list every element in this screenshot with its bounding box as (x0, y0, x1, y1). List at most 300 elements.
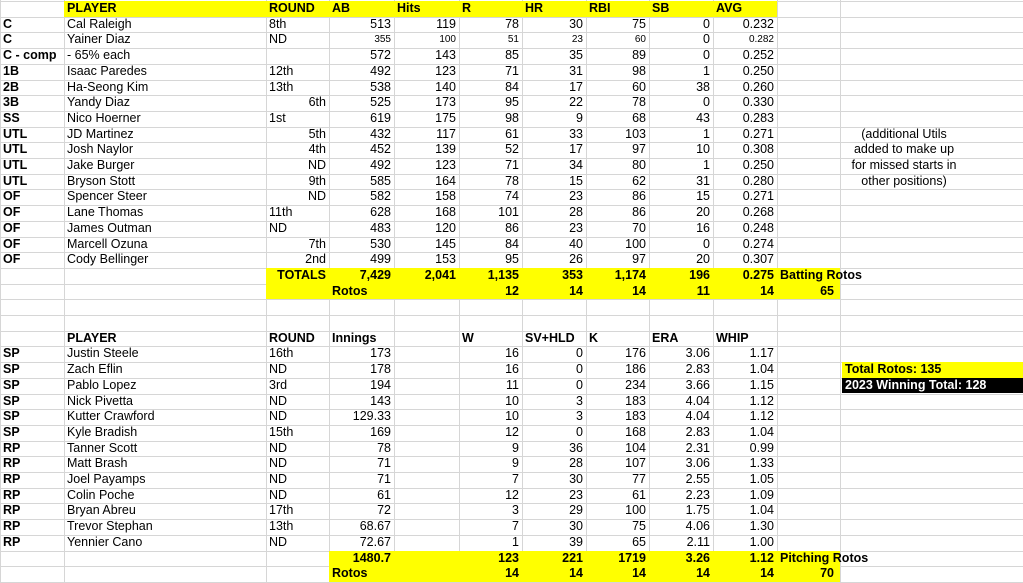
pitching-rotos-label[interactable]: Pitching Rotos (780, 550, 869, 565)
rotos-era[interactable]: 14 (696, 566, 710, 581)
wins-cell[interactable]: 12 (505, 487, 519, 502)
ab-cell[interactable]: 628 (370, 205, 391, 220)
sb-cell[interactable]: 1 (703, 63, 710, 78)
strikeouts-cell[interactable]: 77 (632, 472, 646, 486)
hits-cell[interactable]: 168 (435, 205, 456, 220)
wins-cell[interactable]: 9 (512, 440, 519, 455)
header-sb[interactable]: SB (652, 1, 670, 15)
round-cell[interactable]: ND (307, 189, 326, 204)
svhld-cell[interactable]: 0 (576, 424, 583, 439)
whip-cell[interactable]: 1.17 (749, 346, 774, 361)
avg-cell[interactable]: 0.307 (742, 252, 774, 267)
runs-cell[interactable]: 61 (505, 126, 519, 141)
ab-cell[interactable]: 585 (370, 173, 391, 188)
avg-cell[interactable]: 0.274 (742, 236, 774, 251)
svhld-cell[interactable]: 0 (576, 346, 583, 361)
sb-cell[interactable]: 0 (703, 48, 710, 63)
strikeouts-cell[interactable]: 234 (625, 377, 646, 392)
round-cell[interactable]: 17th (269, 503, 294, 518)
total-innings[interactable]: 1480.7 (352, 550, 391, 565)
avg-cell[interactable]: 0.232 (742, 16, 774, 31)
rbi-cell[interactable]: 68 (632, 110, 646, 125)
hr-cell[interactable]: 28 (569, 205, 583, 220)
sb-cell[interactable]: 0 (703, 236, 710, 251)
ab-cell[interactable]: 355 (374, 34, 391, 46)
era-cell[interactable]: 2.55 (685, 472, 710, 486)
ab-cell[interactable]: 483 (370, 220, 391, 235)
hits-cell[interactable]: 117 (436, 126, 456, 141)
whip-cell[interactable]: 1.30 (749, 519, 774, 534)
rotos-whip[interactable]: 14 (760, 566, 774, 581)
svhld-cell[interactable]: 28 (569, 456, 583, 471)
round-cell[interactable]: ND (269, 220, 288, 235)
whip-cell[interactable]: 1.04 (749, 424, 774, 439)
runs-cell[interactable]: 52 (505, 142, 519, 157)
player-name-cell[interactable]: Yainer Diaz (67, 32, 131, 47)
hits-cell[interactable]: 139 (435, 142, 456, 157)
strikeouts-cell[interactable]: 176 (625, 346, 646, 361)
position-cell[interactable]: UTL (3, 142, 28, 157)
ab-cell[interactable]: 572 (370, 48, 391, 63)
runs-cell[interactable]: 78 (505, 173, 519, 188)
wins-cell[interactable]: 11 (506, 377, 519, 392)
hits-cell[interactable]: 164 (435, 173, 456, 188)
innings-cell[interactable]: 61 (377, 487, 391, 502)
rbi-cell[interactable]: 89 (632, 48, 646, 63)
position-cell[interactable]: RP (3, 472, 21, 486)
position-cell[interactable]: SP (3, 346, 20, 361)
avg-cell[interactable]: 0.271 (742, 189, 774, 204)
rotos-svhld[interactable]: 14 (569, 566, 583, 581)
wins-cell[interactable]: 10 (505, 393, 519, 408)
round-cell[interactable]: 5th (308, 126, 326, 141)
runs-cell[interactable]: 101 (498, 205, 519, 220)
round-cell[interactable]: ND (269, 472, 288, 486)
round-cell[interactable]: 9th (308, 173, 326, 188)
rotos-avg[interactable]: 14 (760, 283, 774, 298)
pitching-rotos-total[interactable]: 70 (820, 566, 834, 581)
ab-cell[interactable]: 538 (370, 79, 391, 94)
svhld-cell[interactable]: 39 (569, 534, 583, 549)
player-name-cell[interactable]: Jake Burger (67, 158, 135, 172)
header-round[interactable]: ROUND (269, 1, 315, 15)
hits-cell[interactable]: 158 (435, 189, 456, 204)
round-cell[interactable]: ND (269, 534, 288, 549)
whip-cell[interactable]: 1.12 (749, 409, 774, 424)
era-cell[interactable]: 3.06 (685, 456, 710, 471)
sb-cell[interactable]: 20 (696, 252, 710, 267)
rotos-hr[interactable]: 14 (569, 283, 583, 298)
rotos-r[interactable]: 12 (505, 283, 519, 298)
svhld-cell[interactable]: 30 (569, 519, 583, 534)
player-name-cell[interactable]: Josh Naylor (67, 142, 133, 157)
header-whip[interactable]: WHIP (716, 330, 749, 345)
hr-cell[interactable]: 22 (569, 95, 583, 110)
runs-cell[interactable]: 98 (505, 110, 519, 125)
round-cell[interactable]: 13th (269, 79, 294, 94)
rbi-cell[interactable]: 80 (632, 158, 646, 172)
player-name-cell[interactable]: Trevor Stephan (67, 519, 153, 534)
hr-cell[interactable]: 23 (569, 220, 583, 235)
round-cell[interactable]: 6th (308, 95, 326, 110)
hits-cell[interactable]: 119 (436, 16, 456, 31)
strikeouts-cell[interactable]: 183 (625, 393, 646, 408)
hits-cell[interactable]: 140 (435, 79, 456, 94)
player-name-cell[interactable]: Zach Eflin (67, 362, 123, 377)
round-cell[interactable]: 16th (269, 346, 294, 361)
position-cell[interactable]: OF (3, 189, 21, 204)
rotos-w[interactable]: 14 (505, 566, 519, 581)
total-k[interactable]: 1719 (618, 550, 646, 565)
header-round[interactable]: ROUND (269, 330, 315, 345)
header-player[interactable]: PLAYER (67, 330, 117, 345)
ab-cell[interactable]: 452 (370, 142, 391, 157)
avg-cell[interactable]: 0.283 (742, 110, 774, 125)
svhld-cell[interactable]: 0 (576, 362, 583, 377)
position-cell[interactable]: UTL (3, 158, 28, 172)
batting-rotos-label[interactable]: Batting Rotos (780, 267, 862, 282)
header-w[interactable]: W (462, 330, 474, 345)
avg-cell[interactable]: 0.250 (742, 63, 774, 78)
player-name-cell[interactable]: Cal Raleigh (67, 16, 132, 31)
player-name-cell[interactable]: Nico Hoerner (67, 110, 141, 125)
avg-cell[interactable]: 0.250 (742, 158, 774, 172)
player-name-cell[interactable]: Spencer Steer (67, 189, 147, 204)
hr-cell[interactable]: 33 (569, 126, 583, 141)
player-name-cell[interactable]: Ha-Seong Kim (67, 79, 149, 94)
player-name-cell[interactable]: Marcell Ozuna (67, 236, 148, 251)
rbi-cell[interactable]: 70 (632, 220, 646, 235)
ab-cell[interactable]: 582 (370, 189, 391, 204)
era-cell[interactable]: 4.06 (685, 519, 710, 534)
runs-cell[interactable]: 95 (505, 95, 519, 110)
rbi-cell[interactable]: 60 (634, 34, 646, 46)
rbi-cell[interactable]: 75 (632, 16, 646, 31)
whip-cell[interactable]: 1.04 (749, 362, 774, 377)
total-rotos-cell[interactable]: Total Rotos: 135 (842, 362, 1023, 378)
header-avg[interactable]: AVG (716, 1, 743, 15)
player-name-cell[interactable]: Tanner Scott (67, 440, 138, 455)
strikeouts-cell[interactable]: 75 (632, 519, 646, 534)
round-cell[interactable]: 13th (269, 519, 294, 534)
sb-cell[interactable]: 0 (703, 16, 710, 31)
avg-cell[interactable]: 0.252 (742, 48, 774, 63)
wins-cell[interactable]: 9 (512, 456, 519, 471)
position-cell[interactable]: SP (3, 377, 20, 392)
rbi-cell[interactable]: 86 (632, 205, 646, 220)
svhld-cell[interactable]: 0 (576, 377, 583, 392)
rbi-cell[interactable]: 60 (632, 79, 646, 94)
hits-cell[interactable]: 100 (439, 34, 456, 46)
sb-cell[interactable]: 38 (696, 79, 710, 94)
round-cell[interactable]: 3rd (269, 377, 288, 392)
rbi-cell[interactable]: 78 (632, 95, 646, 110)
total-era[interactable]: 3.26 (685, 550, 710, 565)
sb-cell[interactable]: 20 (696, 205, 710, 220)
era-cell[interactable]: 1.75 (685, 503, 710, 518)
innings-cell[interactable]: 71 (377, 472, 391, 486)
era-cell[interactable]: 4.04 (685, 409, 710, 424)
sb-cell[interactable]: 0 (703, 95, 710, 110)
runs-cell[interactable]: 51 (507, 34, 519, 46)
hr-cell[interactable]: 26 (569, 252, 583, 267)
player-name-cell[interactable]: Yennier Cano (67, 534, 143, 549)
rotos-sb[interactable]: 11 (696, 283, 710, 298)
total-hits[interactable]: 2,041 (424, 267, 456, 282)
avg-cell[interactable]: 0.282 (748, 34, 774, 46)
wins-cell[interactable]: 1 (512, 534, 519, 549)
rotos-label[interactable]: Rotos (332, 283, 368, 298)
hr-cell[interactable]: 17 (569, 79, 583, 94)
total-svhld[interactable]: 221 (562, 550, 583, 565)
sb-cell[interactable]: 43 (696, 110, 710, 125)
rotos-rbi[interactable]: 14 (632, 283, 646, 298)
runs-cell[interactable]: 74 (505, 189, 519, 204)
strikeouts-cell[interactable]: 100 (625, 503, 646, 518)
ab-cell[interactable]: 530 (370, 236, 391, 251)
svhld-cell[interactable]: 36 (569, 440, 583, 455)
sb-cell[interactable]: 1 (703, 126, 710, 141)
position-cell[interactable]: 3B (3, 95, 19, 110)
avg-cell[interactable]: 0.268 (742, 205, 774, 220)
wins-cell[interactable]: 16 (505, 362, 519, 377)
innings-cell[interactable]: 72.67 (359, 534, 391, 549)
innings-cell[interactable]: 129.33 (352, 409, 391, 424)
round-cell[interactable]: 1st (269, 110, 286, 125)
round-cell[interactable]: ND (269, 362, 288, 377)
position-cell[interactable]: RP (3, 440, 21, 455)
svhld-cell[interactable]: 30 (569, 472, 583, 486)
total-whip[interactable]: 1.12 (749, 550, 774, 565)
avg-cell[interactable]: 0.248 (742, 220, 774, 235)
position-cell[interactable]: SS (3, 110, 20, 125)
round-cell[interactable]: 2nd (305, 252, 326, 267)
player-name-cell[interactable]: - 65% each (67, 48, 131, 63)
position-cell[interactable]: C - comp (3, 48, 57, 63)
round-cell[interactable]: ND (269, 440, 288, 455)
runs-cell[interactable]: 85 (505, 48, 519, 63)
era-cell[interactable]: 2.23 (685, 487, 710, 502)
wins-cell[interactable]: 16 (505, 346, 519, 361)
era-cell[interactable]: 3.66 (685, 377, 710, 392)
strikeouts-cell[interactable]: 61 (632, 487, 646, 502)
svhld-cell[interactable]: 29 (569, 503, 583, 518)
total-ab[interactable]: 7,429 (359, 267, 391, 282)
rbi-cell[interactable]: 97 (632, 252, 646, 267)
innings-cell[interactable]: 194 (370, 377, 391, 392)
total-rbi[interactable]: 1,174 (614, 267, 646, 282)
round-cell[interactable]: 15th (269, 424, 294, 439)
runs-cell[interactable]: 84 (505, 236, 519, 251)
strikeouts-cell[interactable]: 65 (632, 534, 646, 549)
player-name-cell[interactable]: Bryson Stott (67, 173, 136, 188)
avg-cell[interactable]: 0.271 (742, 126, 774, 141)
player-name-cell[interactable]: Nick Pivetta (67, 393, 133, 408)
hits-cell[interactable]: 143 (435, 48, 456, 63)
position-cell[interactable]: OF (3, 220, 21, 235)
position-cell[interactable]: RP (3, 503, 21, 518)
innings-cell[interactable]: 72 (377, 503, 391, 518)
player-name-cell[interactable]: Bryan Abreu (67, 503, 136, 518)
ab-cell[interactable]: 492 (370, 158, 391, 172)
rbi-cell[interactable]: 103 (625, 126, 646, 141)
hr-cell[interactable]: 34 (569, 158, 583, 172)
round-cell[interactable]: 4th (308, 142, 326, 157)
player-name-cell[interactable]: Joel Payamps (67, 472, 146, 486)
hr-cell[interactable]: 17 (569, 142, 583, 157)
hits-cell[interactable]: 120 (435, 220, 456, 235)
sb-cell[interactable]: 10 (696, 142, 710, 157)
strikeouts-cell[interactable]: 168 (625, 424, 646, 439)
era-cell[interactable]: 2.83 (685, 424, 710, 439)
svhld-cell[interactable]: 23 (569, 487, 583, 502)
avg-cell[interactable]: 0.260 (742, 79, 774, 94)
position-cell[interactable]: OF (3, 205, 21, 220)
header-hits[interactable]: Hits (397, 1, 421, 15)
player-name-cell[interactable]: James Outman (67, 220, 152, 235)
hits-cell[interactable]: 153 (435, 252, 456, 267)
round-cell[interactable]: 12th (269, 63, 294, 78)
ab-cell[interactable]: 432 (370, 126, 391, 141)
hr-cell[interactable]: 40 (569, 236, 583, 251)
hr-cell[interactable]: 31 (569, 63, 583, 78)
rbi-cell[interactable]: 97 (632, 142, 646, 157)
total-avg[interactable]: 0.275 (742, 267, 774, 282)
era-cell[interactable]: 4.04 (685, 393, 710, 408)
rbi-cell[interactable]: 62 (632, 173, 646, 188)
sb-cell[interactable]: 31 (696, 173, 710, 188)
runs-cell[interactable]: 84 (505, 79, 519, 94)
sb-cell[interactable]: 15 (696, 189, 710, 204)
hits-cell[interactable]: 145 (435, 236, 456, 251)
round-cell[interactable]: 7th (308, 236, 326, 251)
whip-cell[interactable]: 0.99 (749, 440, 774, 455)
player-name-cell[interactable]: Colin Poche (67, 487, 135, 502)
runs-cell[interactable]: 71 (505, 158, 519, 172)
round-cell[interactable]: ND (269, 32, 288, 47)
rbi-cell[interactable]: 100 (625, 236, 646, 251)
innings-cell[interactable]: 68.67 (359, 519, 391, 534)
round-cell[interactable]: ND (307, 158, 326, 172)
hits-cell[interactable]: 175 (435, 110, 456, 125)
position-cell[interactable]: 2B (3, 79, 19, 94)
wins-cell[interactable]: 12 (505, 424, 519, 439)
rotos-k[interactable]: 14 (632, 566, 646, 581)
player-name-cell[interactable]: JD Martinez (67, 126, 134, 141)
strikeouts-cell[interactable]: 183 (625, 409, 646, 424)
total-sb[interactable]: 196 (689, 267, 710, 282)
header-player[interactable]: PLAYER (67, 1, 117, 15)
hr-cell[interactable]: 9 (576, 110, 583, 125)
innings-cell[interactable]: 71 (377, 456, 391, 471)
header-hr[interactable]: HR (525, 1, 544, 15)
hits-cell[interactable]: 123 (435, 63, 456, 78)
header-innings[interactable]: Innings (332, 330, 377, 345)
round-cell[interactable] (266, 48, 329, 64)
round-cell[interactable]: ND (269, 409, 288, 424)
winning-total-cell[interactable]: 2023 Winning Total: 128 (842, 378, 1023, 394)
header-svhld[interactable]: SV+HLD (525, 330, 575, 345)
round-cell[interactable]: ND (269, 456, 288, 471)
hr-cell[interactable]: 23 (569, 189, 583, 204)
player-name-cell[interactable]: Justin Steele (67, 346, 139, 361)
ab-cell[interactable]: 525 (370, 95, 391, 110)
strikeouts-cell[interactable]: 104 (625, 440, 646, 455)
hr-cell[interactable]: 35 (569, 48, 583, 63)
svhld-cell[interactable]: 3 (576, 393, 583, 408)
runs-cell[interactable]: 78 (505, 16, 519, 31)
player-name-cell[interactable]: Kutter Crawford (67, 409, 155, 424)
player-name-cell[interactable]: Yandy Diaz (67, 95, 130, 110)
position-cell[interactable]: SP (3, 424, 20, 439)
position-cell[interactable]: OF (3, 252, 21, 267)
sb-cell[interactable]: 1 (703, 158, 710, 172)
strikeouts-cell[interactable]: 186 (625, 362, 646, 377)
header-rbi[interactable]: RBI (589, 1, 611, 15)
whip-cell[interactable]: 1.33 (749, 456, 774, 471)
era-cell[interactable]: 2.83 (685, 362, 710, 377)
hr-cell[interactable]: 23 (571, 34, 583, 46)
header-era[interactable]: ERA (652, 330, 679, 345)
header-r[interactable]: R (462, 1, 472, 15)
whip-cell[interactable]: 1.15 (749, 377, 774, 392)
ab-cell[interactable]: 619 (370, 110, 391, 125)
total-r[interactable]: 1,135 (487, 267, 519, 282)
runs-cell[interactable]: 95 (505, 252, 519, 267)
hits-cell[interactable]: 123 (435, 158, 456, 172)
runs-cell[interactable]: 71 (505, 63, 519, 78)
avg-cell[interactable]: 0.330 (742, 95, 774, 110)
position-cell[interactable]: RP (3, 456, 21, 471)
ab-cell[interactable]: 492 (370, 63, 391, 78)
position-cell[interactable]: UTL (3, 126, 28, 141)
avg-cell[interactable]: 0.280 (742, 173, 774, 188)
wins-cell[interactable]: 7 (512, 519, 519, 534)
position-cell[interactable]: 1B (3, 63, 19, 78)
ab-cell[interactable]: 499 (370, 252, 391, 267)
avg-cell[interactable]: 0.308 (742, 142, 774, 157)
position-cell[interactable]: SP (3, 362, 20, 377)
player-name-cell[interactable]: Kyle Bradish (67, 424, 138, 439)
runs-cell[interactable]: 86 (505, 220, 519, 235)
rotos-label[interactable]: Rotos (332, 566, 368, 581)
batting-rotos-total[interactable]: 65 (820, 283, 834, 298)
position-cell[interactable]: OF (3, 236, 21, 251)
era-cell[interactable]: 3.06 (685, 346, 710, 361)
header-ab[interactable]: AB (332, 1, 351, 15)
rbi-cell[interactable]: 98 (632, 63, 646, 78)
whip-cell[interactable]: 1.05 (749, 472, 774, 486)
position-cell[interactable]: SP (3, 393, 20, 408)
rbi-cell[interactable]: 86 (632, 189, 646, 204)
innings-cell[interactable]: 173 (370, 346, 391, 361)
svhld-cell[interactable]: 3 (576, 409, 583, 424)
round-cell[interactable]: ND (269, 393, 288, 408)
sb-cell[interactable]: 0 (703, 32, 710, 47)
whip-cell[interactable]: 1.12 (749, 393, 774, 408)
innings-cell[interactable]: 169 (370, 424, 391, 439)
hits-cell[interactable]: 173 (435, 95, 456, 110)
whip-cell[interactable]: 1.04 (749, 503, 774, 518)
strikeouts-cell[interactable]: 107 (625, 456, 646, 471)
header-k[interactable]: K (589, 330, 599, 345)
position-cell[interactable]: C (3, 16, 13, 31)
position-cell[interactable]: RP (3, 519, 21, 534)
hr-cell[interactable]: 15 (569, 173, 583, 188)
position-cell[interactable]: C (3, 32, 13, 47)
wins-cell[interactable]: 3 (512, 503, 519, 518)
total-hr[interactable]: 353 (562, 267, 583, 282)
